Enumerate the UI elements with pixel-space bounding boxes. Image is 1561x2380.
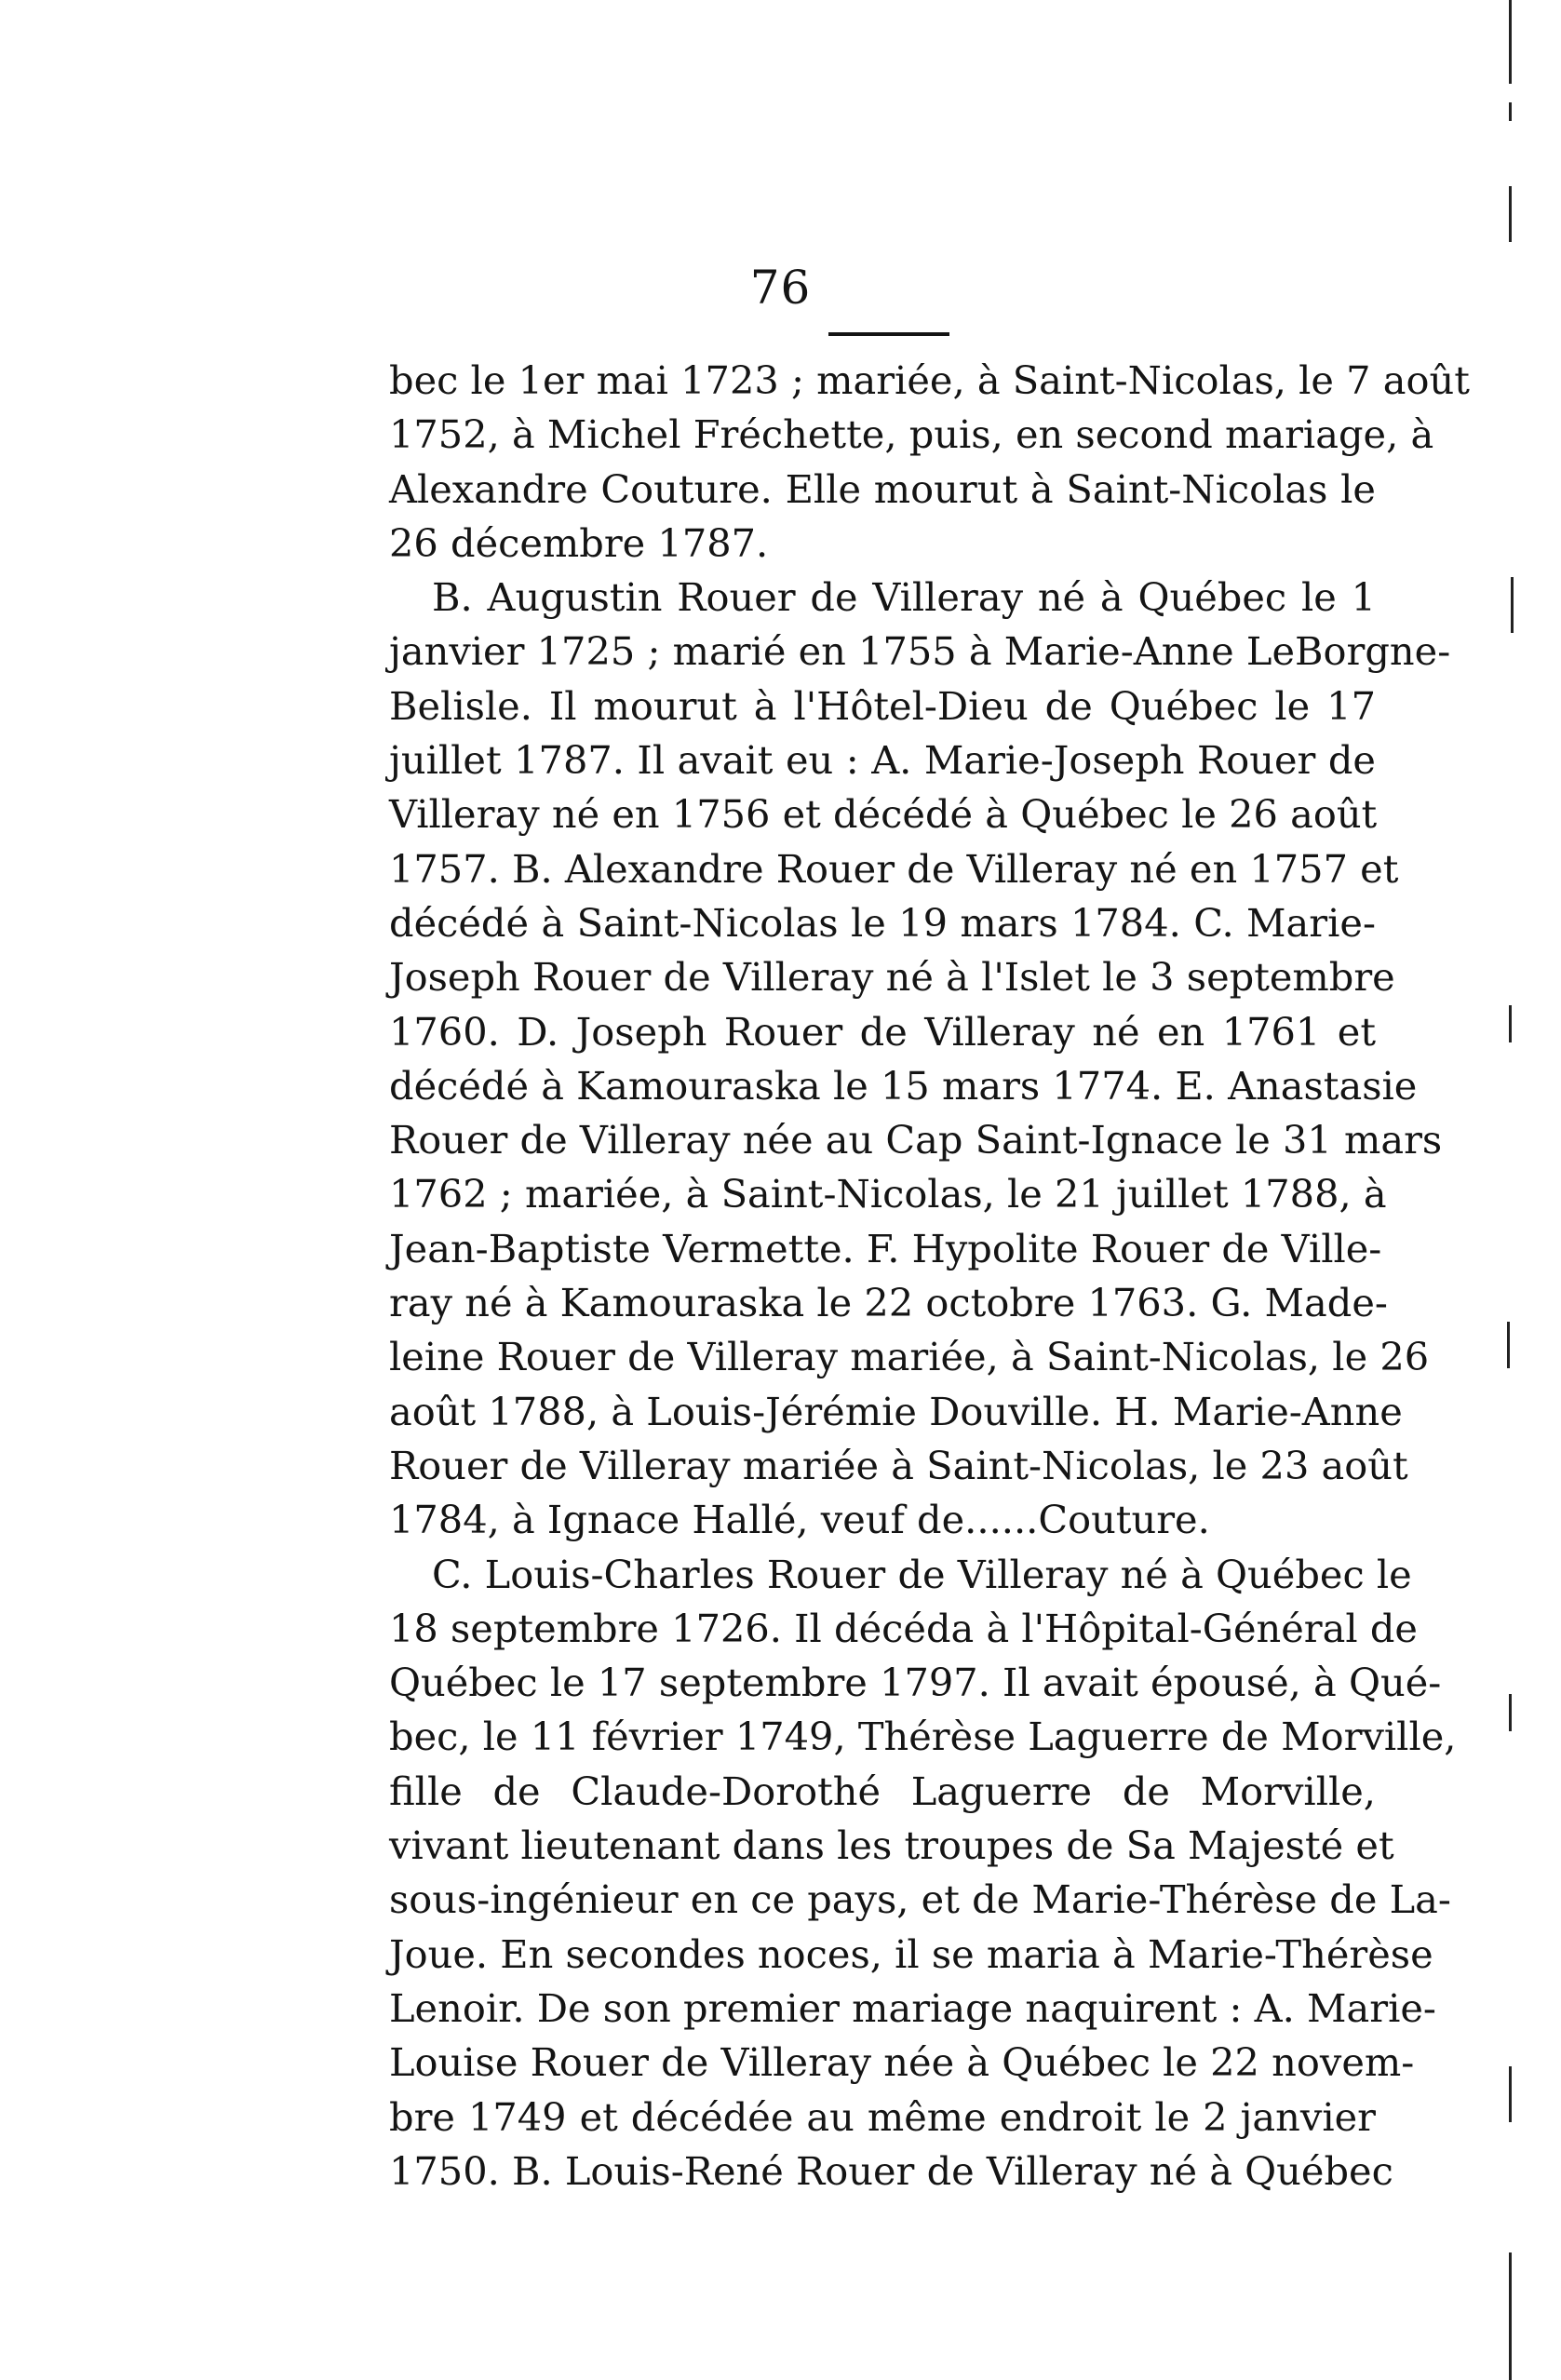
scan-mark xyxy=(1509,2066,1512,2122)
scan-mark xyxy=(1509,0,1512,84)
text-line: Rouer de Villeray mariée à Saint-Nicolas, le 23 août xyxy=(389,1442,1408,1488)
text-line: décédé à Kamouraska le 15 mars 1774. E. Anastasie xyxy=(389,1062,1418,1109)
scan-mark xyxy=(1509,102,1512,121)
text-line: bec, le 11 février 1749, Thérèse Laguerre de Morville, xyxy=(389,1714,1457,1760)
text-line: sous-ingénieur en ce pays, et de Marie-Thérèse de La- xyxy=(389,1876,1451,1923)
text-line: Louise Rouer de Villeray née à Québec le 22 novem- xyxy=(389,2039,1415,2086)
scan-mark xyxy=(1511,577,1514,633)
text-line: Lenoir. De son premier mariage naquirent : A. Marie- xyxy=(389,1984,1436,2031)
text-line: Rouer de Villeray née au Cap Saint-Ignace le 31 mars xyxy=(389,1117,1443,1163)
text-line: 1784, à Ignace Hallé, veuf de......Couture. xyxy=(389,1497,1210,1543)
scan-edge-marks xyxy=(1505,0,1561,2380)
text-line: leine Rouer de Villeray mariée, à Saint-Nicolas, le 26 xyxy=(389,1334,1430,1380)
text-line: décédé à Saint-Nicolas le 19 mars 1784. C. Marie- xyxy=(389,899,1376,946)
header-rule xyxy=(828,332,949,336)
text-line: 1750. B. Louis-René Rouer de Villeray né à Québec xyxy=(389,2147,1393,2194)
scan-mark xyxy=(1507,1322,1510,1368)
body-text xyxy=(389,354,1470,2198)
text-line: 1752, à Michel Fréchette, puis, en second mariage, à xyxy=(389,411,1434,458)
text-line: Belisle. Il mourut à l'Hôtel-Dieu de Québec le 17 xyxy=(389,682,1376,729)
text-line: août 1788, à Louis-Jérémie Douville. H. Marie-Anne xyxy=(389,1388,1403,1434)
scan-mark xyxy=(1509,1694,1512,1731)
page-number: 76 xyxy=(749,261,812,315)
text-line: Joseph Rouer de Villeray né à l'Islet le 3 septembre xyxy=(389,954,1395,1001)
text-line: Québec le 17 septembre 1797. Il avait épousé, à Qué- xyxy=(389,1660,1442,1706)
text-line: bec le 1er mai 1723 ; mariée, à Saint-Nicolas, le 7 août xyxy=(389,357,1470,403)
text-line: Alexandre Couture. Elle mourut à Saint-Nicolas le xyxy=(389,465,1376,512)
text-line: 1757. B. Alexandre Rouer de Villeray né en 1757 et xyxy=(389,845,1399,892)
scan-mark xyxy=(1509,1005,1512,1042)
text-line: 18 septembre 1726. Il décéda à l'Hôpital-Général de xyxy=(389,1605,1418,1651)
text-line: juillet 1787. Il avait eu : A. Marie-Joseph Rouer de xyxy=(389,737,1376,784)
text-line: C. Louis-Charles Rouer de Villeray né à Québec le xyxy=(432,1551,1412,1597)
text-line: janvier 1725 ; marié en 1755 à Marie-Anne LeBorgne- xyxy=(389,628,1451,675)
text-line: ray né à Kamouraska le 22 octobre 1763. G. Made- xyxy=(389,1280,1388,1326)
scan-mark xyxy=(1509,186,1512,242)
text-line: 1762 ; mariée, à Saint-Nicolas, le 21 juillet 1788, à xyxy=(389,1171,1387,1217)
text-line: Villeray né en 1756 et décédé à Québec le 26 août xyxy=(389,791,1378,838)
text-line: B. Augustin Rouer de Villeray né à Québec le 1 xyxy=(432,574,1376,621)
text-line: Jean-Baptiste Vermette. F. Hypolite Rouer de Ville- xyxy=(389,1225,1382,1271)
text-line: 1760. D. Joseph Rouer de Villeray né en 1761 et xyxy=(389,1008,1376,1055)
text-line: vivant lieutenant dans les troupes de Sa Majesté et xyxy=(389,1822,1394,1869)
text-line: 26 décembre 1787. xyxy=(389,519,769,566)
text-line: fille de Claude-Dorothé Laguerre de Morville, xyxy=(389,1768,1376,1814)
text-line: Joue. En secondes noces, il se maria à Marie-Thérèse xyxy=(389,1930,1433,1977)
text-line: bre 1749 et décédée au même endroit le 2 janvier xyxy=(389,2093,1376,2140)
scan-mark xyxy=(1509,2252,1512,2380)
